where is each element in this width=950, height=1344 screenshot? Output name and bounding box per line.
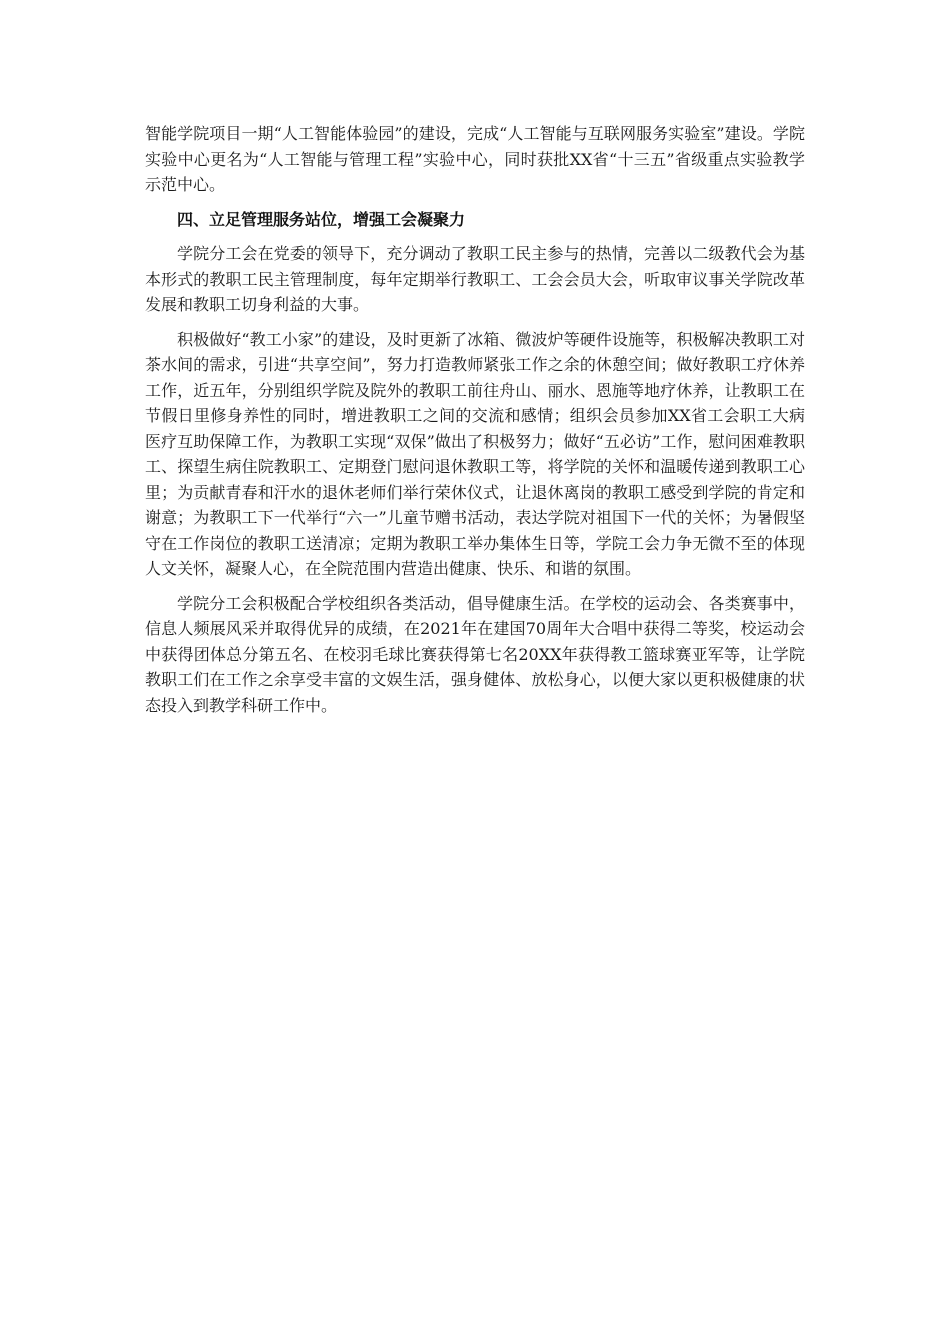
document-body bbox=[145, 121, 805, 727]
paragraph: 学院分工会积极配合学校组织各类活动，倡导健康生活。在学校的运动会、各类赛事中，信息人频展风采并取得优异的成绩，在2021年在建国70周年大合唱中获得二等奖，校运动会中获得团体总分第五名、在校羽毛球比赛获得第七名20XX年获得教工篮球赛亚军等，让学院教职工们在工作之余享受丰富的文娱生活，强身健体、放松身心，以便大家以更积极健康的状态投入到教学科研工作中。 bbox=[145, 593, 805, 715]
paragraph-continued: 智能学院项目一期“人工智能体验园”的建设，完成“人工智能与互联网服务实验室”建设。学院实验中心更名为“人工智能与管理工程”实验中心，同时获批XX省“十三五”省级重点实验教学示范中心。 bbox=[145, 124, 805, 194]
section-heading: 四、立足管理服务站位，增强工会凝聚力 bbox=[177, 209, 466, 229]
paragraph: 积极做好“教工小家”的建设，及时更新了冰箱、微波炉等硬件设施等，积极解决教职工对茶水间的需求，引进“共享空间”，努力打造教师紧张工作之余的休憩空间；做好教职工疗休养工作，近五年，分别组织学院及院外的教职工前往舟山、丽水、恩施等地疗休养，让教职工在节假日里修身养性的同时，增进教职工之间的交流和感情；组织会员参加XX省工会职工大病医疗互助保障工作，为教职工实现“双保”做出了积极努力；做好“五必访”工作，慰问困难教职工、探望生病住院教职工、定期登门慰问退休教职工等，将学院的关怀和温暖传递到教职工心里；为贡献青春和汗水的退休老师们举行荣休仪式，让退休离岗的教职工感受到学院的肯定和谢意；为教职工下一代举行“六一”儿童节赠书活动，表达学院对祖国下一代的关怀；为暑假坚守在工作岗位的教职工送清凉；定期为教职工举办集体生日等，学院工会力争无微不至的体现人文关怀，凝聚人心，在全院范围内营造出健康、快乐、和谐的氛围。 bbox=[145, 329, 805, 578]
paragraph: 学院分工会在党委的领导下，充分调动了教职工民主参与的热情，完善以二级教代会为基本形式的教职工民主管理制度，每年定期举行教职工、工会会员大会，听取审议事关学院改革发展和教职工切身利益的大事。 bbox=[145, 244, 805, 314]
